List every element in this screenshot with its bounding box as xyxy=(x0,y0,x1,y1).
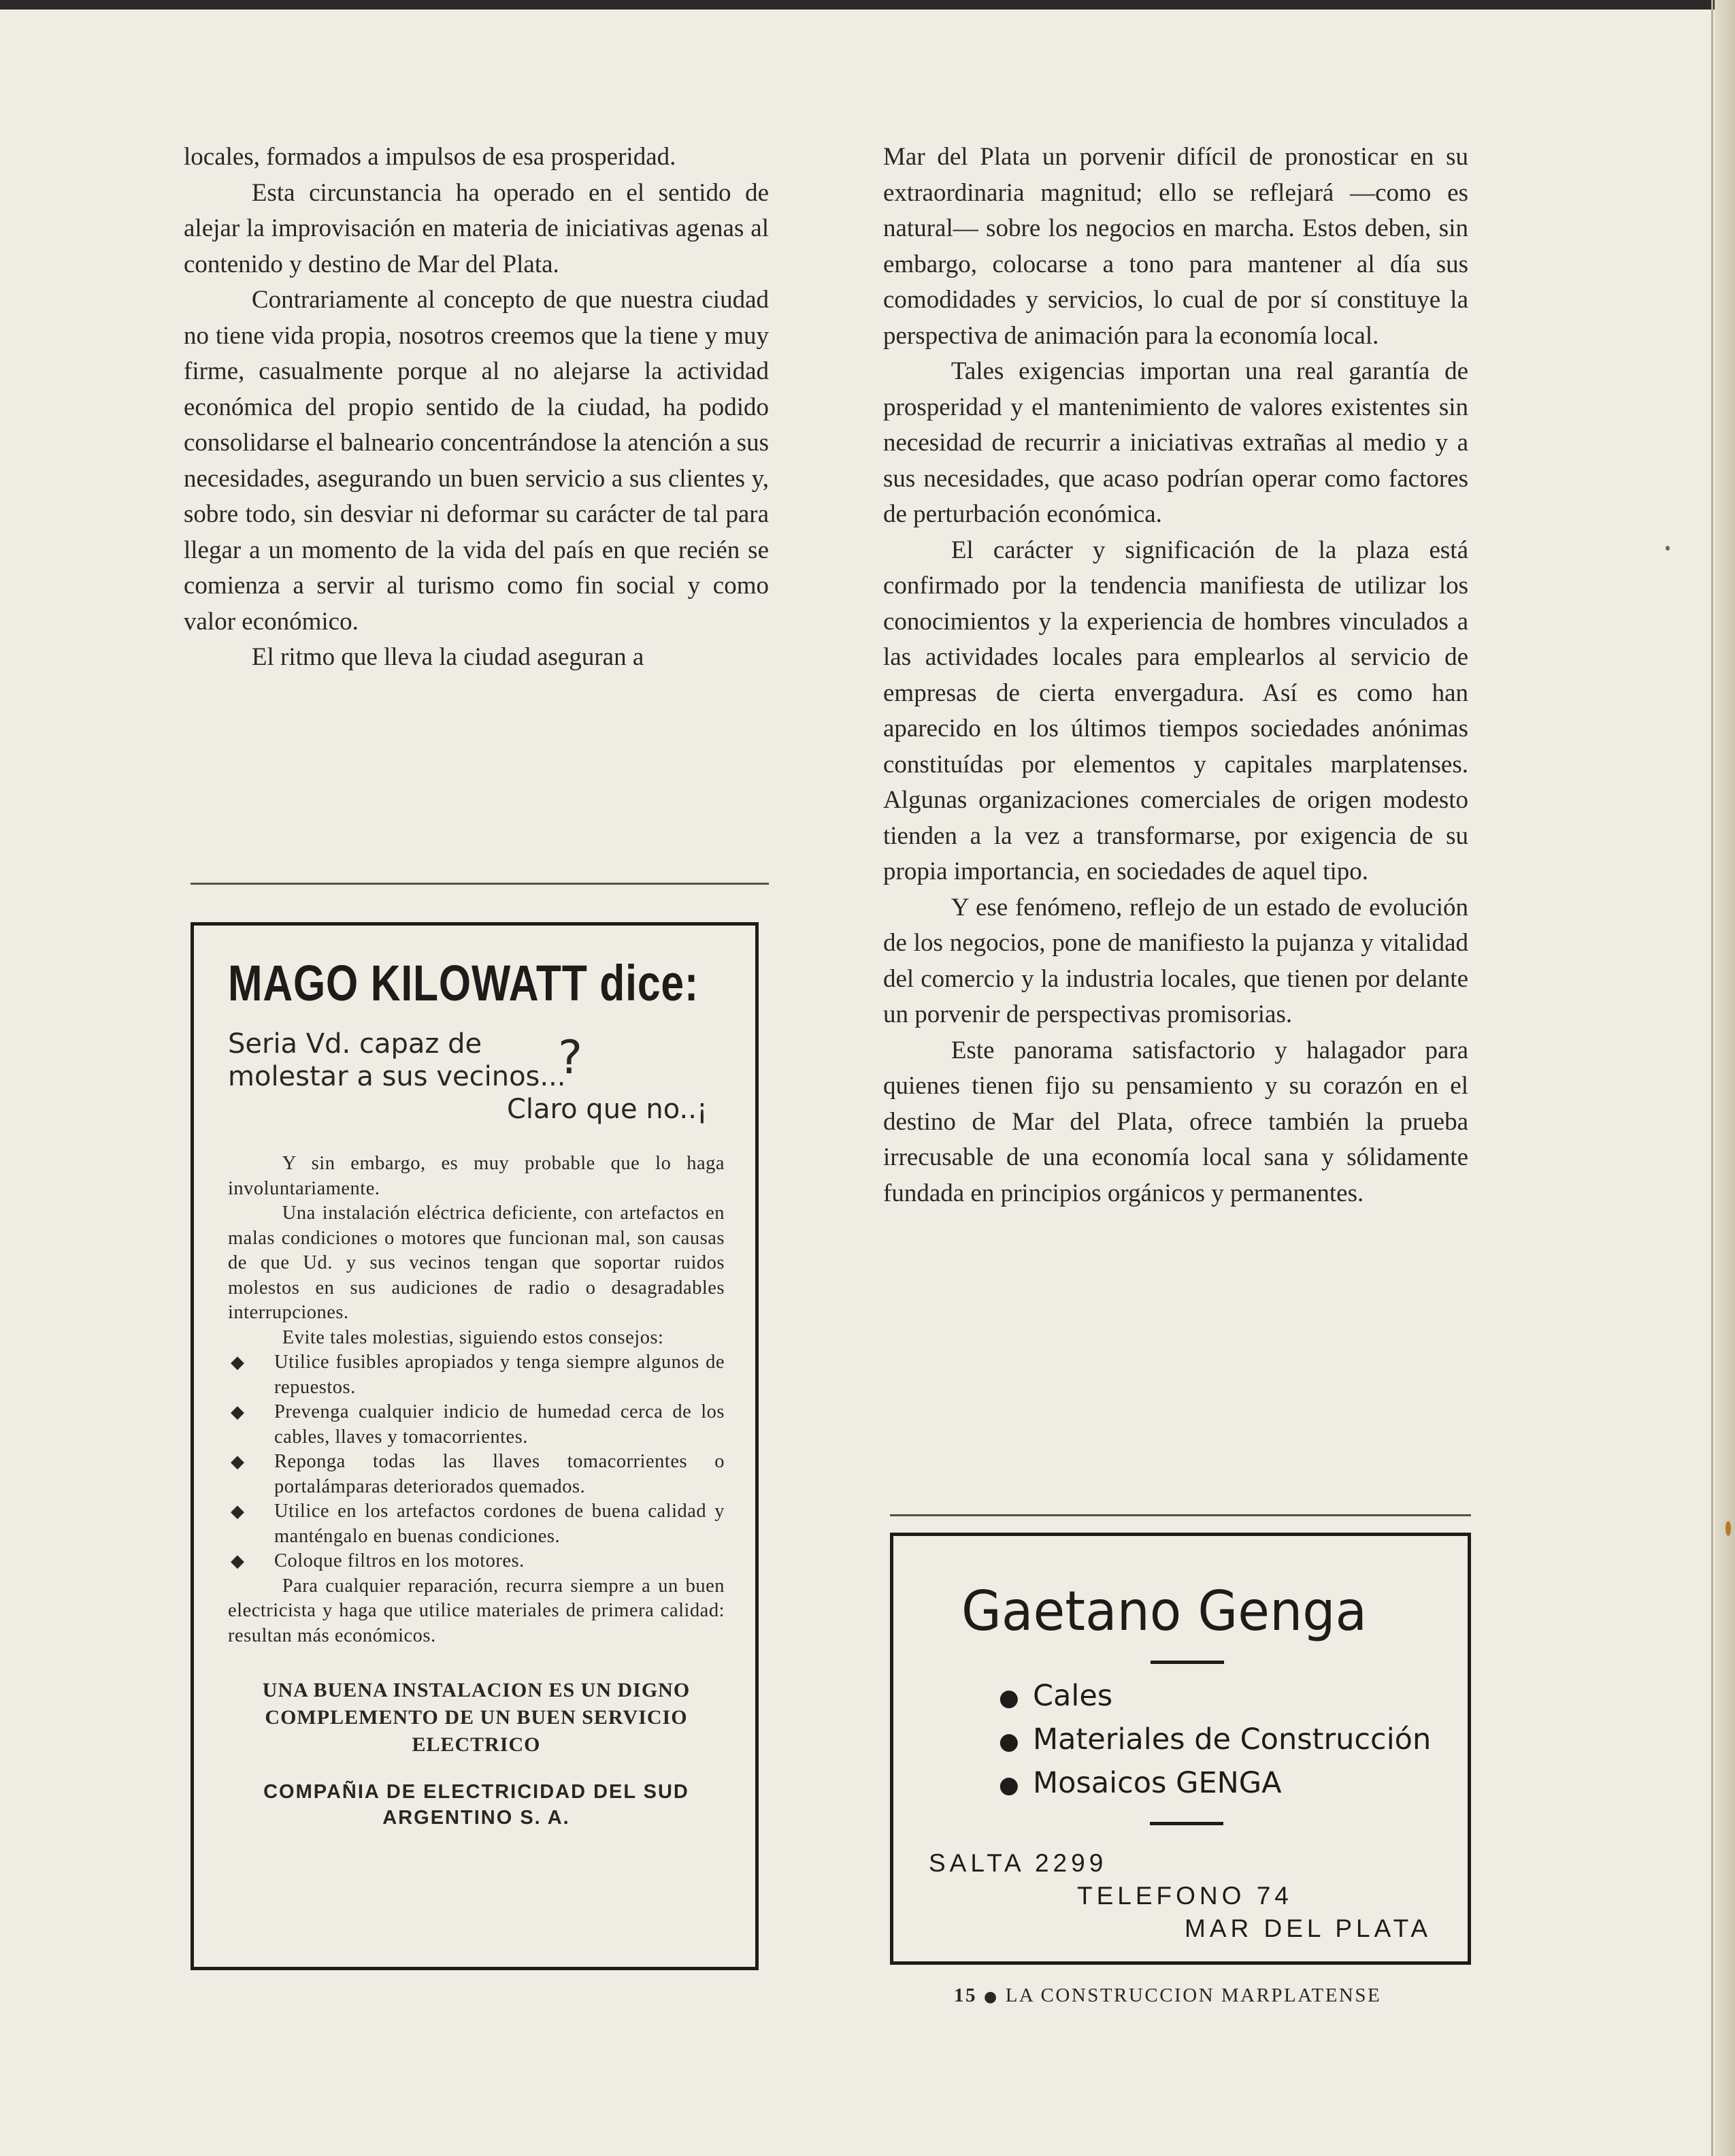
article-paragraph: Mar del Plata un porvenir difícil de pronosticar en su extraordinaria magnitud; ello se reflejará —como es natural— sobre los negocios en marcha. Estos deben, sin embargo, colocarse a tono para mantener al día sus comodidades y servicios, lo cual de por sí constituye la perspectiva de animación para la economía local. xyxy=(883,143,1468,350)
list-item xyxy=(228,1400,725,1450)
article-paragraph: El ritmo que lleva la ciudad aseguran a xyxy=(251,643,644,671)
ad-paragraph: Para cualquier reparación, recurra siempre a un buen electricista y haga que utilice materiales de primera calidad: resultan más económicos. xyxy=(228,1575,725,1646)
article-column-right xyxy=(883,140,1468,1211)
article-paragraph: Tales exigencias importan una real garantía de prosperidad y el mantenimiento de valores existentes sin necesidad de recurrir a iniciativas extrañas al medio y a sus necesidades, que acaso podrían operar como factores de perturbación económica. xyxy=(883,357,1468,528)
mago-kilowatt-ad xyxy=(191,922,759,1970)
ad-paragraph: Evite tales molestias, siguiendo estos consejos: xyxy=(282,1326,664,1348)
diamond-bullet-icon: ◆ xyxy=(231,1352,245,1373)
ad-paragraph: Una instalación eléctrica deficiente, con artefactos en malas condiciones o motores que funcionan mal, son causas de que Ud. y sus vecinos tengan que soportar ruidos molestos en sus audiciones de radio o desagradables interrupciones. xyxy=(228,1203,725,1323)
ad-paragraph: Y sin embargo, es muy probable que lo haga involuntariamente. xyxy=(228,1153,725,1199)
city: MAR DEL PLATA xyxy=(1185,1914,1432,1942)
page-right-edge xyxy=(1715,0,1735,2156)
ad-slogan: UNA BUENA INSTALACION ES UN DIGNO COMPLEMENTO DE UN BUEN SERVICIO ELECTRICO xyxy=(262,1679,691,1756)
gaetano-genga-ad xyxy=(890,1533,1471,1965)
dot-bullet-icon: ● xyxy=(999,1728,1019,1755)
list-item xyxy=(228,1549,725,1574)
column-divider-left xyxy=(191,883,769,885)
question-line-2: molestar a sus vecinos... xyxy=(228,1061,566,1092)
tip-text: Coloque filtros en los motores. xyxy=(274,1550,525,1571)
publication-name: LA CONSTRUCCION MARPLATENSE xyxy=(1005,1984,1382,2006)
dot-separator-icon: ● xyxy=(984,1989,999,2006)
product-label: Cales xyxy=(1033,1679,1113,1713)
column-divider-right xyxy=(890,1514,1471,1516)
article-paragraph: Este panorama satisfactorio y halagador para quienes tienen fijo su pensamiento y su corazón en el destino de Mar del Plata, ofrece también la prueba irrecusable de una economía local sana y sólidamente fundada en principios orgánicos y permanentes. xyxy=(883,1036,1468,1207)
article-paragraph: El carácter y significación de la plaza está confirmado por la tendencia manifiesta de utilizar los conocimientos y la experiencia de hombres vinculados a las actividades locales para emplearlos al servicio de empresas de cierta envergadura. Así es como han aparecido en los últimos tiempos sociedades anónimas constituídas por elementos y capitales marplatenses. Algunas organizaciones comerciales de origen modesto tienden a la vez a transformarse, por exigencia de su propia importancia, en sociedades de aquel tipo. xyxy=(883,536,1468,885)
product-label: Mosaicos GENGA xyxy=(1033,1766,1282,1800)
tips-list xyxy=(228,1350,725,1574)
page-number: 15 xyxy=(954,1984,977,2006)
tip-text: Prevenga cualquier indicio de humedad cerca de los cables, llaves y tomacorrientes. xyxy=(274,1401,725,1448)
phone: TELEFONO 74 xyxy=(1077,1882,1293,1910)
diamond-bullet-icon: ◆ xyxy=(231,1551,245,1571)
article-column-left xyxy=(184,140,769,676)
article-paragraph: Esta circunstancia ha operado en el sentido de alejar la improvisación en materia de iniciativas agenas al contenido y destino de Mar del Plata. xyxy=(184,178,769,278)
diamond-bullet-icon: ◆ xyxy=(231,1402,245,1422)
decorative-bar xyxy=(1151,1661,1224,1664)
tip-text: Utilice en los artefactos cordones de buena calidad y manténgalo en buenas condiciones. xyxy=(274,1501,725,1547)
ad-question xyxy=(228,1028,725,1126)
question-line-1: Seria Vd. capaz de xyxy=(228,1028,482,1060)
question-mark: ? xyxy=(558,1031,583,1085)
article-paragraph: Contrariamente al concepto de que nuestra ciudad no tiene vida propia, nosotros creemos que la tiene y muy firme, casualmente porque al no alejarse la actividad económica del propio sentido de la ciudad, ha podido consolidarse el balneario concentrándose la atención a sus necesidades, asegurando un buen servicio a sus clientes y, sobre todo, sin desviar ni deformar su carácter de tal para llegar a un momento de la vida del país en que recién se comienza a servir al turismo como fin social y como valor económico. xyxy=(184,286,769,636)
address: SALTA 2299 xyxy=(929,1849,1108,1877)
question-answer: Claro que no..¡ xyxy=(507,1094,708,1125)
page-top-edge xyxy=(0,0,1735,10)
list-item xyxy=(999,1763,1431,1806)
ad-headline: MAGO KILOWATT dice: xyxy=(228,955,699,1011)
paper-speck xyxy=(1666,546,1670,551)
paper-mark xyxy=(1725,1521,1731,1536)
diamond-bullet-icon: ◆ xyxy=(231,1501,245,1522)
list-item xyxy=(228,1450,725,1499)
list-item xyxy=(228,1350,725,1400)
binding-line xyxy=(1711,0,1713,2156)
tip-text: Reponga todas las llaves tomacorrientes o portalámparas deteriorados quemados. xyxy=(274,1451,725,1497)
diamond-bullet-icon: ◆ xyxy=(231,1452,245,1472)
page-footer xyxy=(954,1984,1381,2007)
ad-company: COMPAÑIA DE ELECTRICIDAD DEL SUD ARGENTINO S. A. xyxy=(263,1781,689,1829)
article-paragraph: Y ese fenómeno, reflejo de un estado de evolución de los negocios, pone de manifiesto la pujanza y vitalidad del comercio y la industria locales, que tienen por delante un porvenir de perspectivas promisorias. xyxy=(883,893,1468,1028)
products-list xyxy=(999,1676,1431,1806)
list-item xyxy=(999,1676,1431,1719)
dot-bullet-icon: ● xyxy=(999,1684,1019,1712)
tip-text: Utilice fusibles apropiados y tenga siempre algunos de repuestos. xyxy=(274,1352,725,1398)
decorative-bar xyxy=(1150,1822,1223,1825)
ad-body xyxy=(228,1152,725,1648)
product-label: Materiales de Construcción xyxy=(1033,1722,1432,1757)
article-paragraph: locales, formados a impulsos de esa prosperidad. xyxy=(184,143,676,171)
dot-bullet-icon: ● xyxy=(999,1771,1019,1799)
business-name: Gaetano Genga xyxy=(961,1580,1368,1643)
list-item xyxy=(228,1499,725,1549)
list-item xyxy=(999,1719,1431,1763)
